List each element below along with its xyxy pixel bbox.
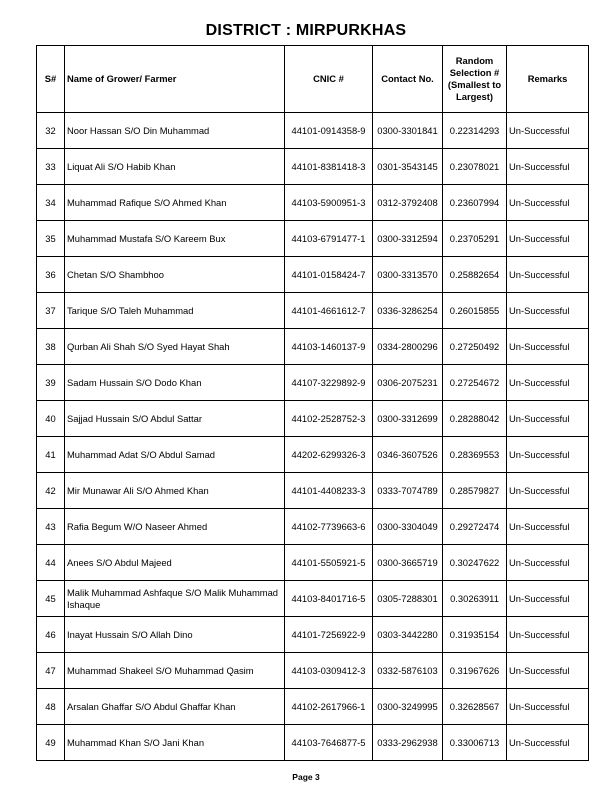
cell-random: 0.23607994 — [443, 185, 507, 221]
cell-cnic: 44103-5900951-3 — [285, 185, 373, 221]
cell-name: Inayat Hussain S/O Allah Dino — [65, 617, 285, 653]
cell-name: Rafia Begum W/O Naseer Ahmed — [65, 509, 285, 545]
cell-random: 0.28369553 — [443, 437, 507, 473]
cell-sn: 49 — [37, 725, 65, 761]
cell-random: 0.28579827 — [443, 473, 507, 509]
table-row — [37, 293, 589, 329]
header-sn: S# — [37, 46, 65, 113]
cell-random: 0.28288042 — [443, 401, 507, 437]
table-row — [37, 113, 589, 149]
cell-cnic: 44103-1460137-9 — [285, 329, 373, 365]
cell-cnic: 44101-5505921-5 — [285, 545, 373, 581]
cell-sn: 39 — [37, 365, 65, 401]
cell-cnic: 44101-0914358-9 — [285, 113, 373, 149]
cell-name: Chetan S/O Shambhoo — [65, 257, 285, 293]
cell-contact: 0346-3607526 — [373, 437, 443, 473]
cell-contact: 0303-3442280 — [373, 617, 443, 653]
cell-remarks: Un-Successful — [507, 293, 589, 329]
cell-contact: 0300-3665719 — [373, 545, 443, 581]
table-row — [37, 329, 589, 365]
cell-remarks: Un-Successful — [507, 581, 589, 617]
header-random: Random Selection # (Smallest to Largest) — [443, 46, 507, 113]
cell-remarks: Un-Successful — [507, 437, 589, 473]
cell-random: 0.31967626 — [443, 653, 507, 689]
cell-random: 0.23078021 — [443, 149, 507, 185]
cell-contact: 0312-3792408 — [373, 185, 443, 221]
table-row — [37, 545, 589, 581]
cell-sn: 37 — [37, 293, 65, 329]
table-row — [37, 473, 589, 509]
cell-name: Malik Muhammad Ashfaque S/O Malik Muhammad Ishaque — [65, 581, 285, 617]
cell-random: 0.27250492 — [443, 329, 507, 365]
header-contact: Contact No. — [373, 46, 443, 113]
cell-remarks: Un-Successful — [507, 329, 589, 365]
cell-remarks: Un-Successful — [507, 221, 589, 257]
table-row — [37, 509, 589, 545]
cell-cnic: 44102-2528752-3 — [285, 401, 373, 437]
cell-cnic: 44101-4661612-7 — [285, 293, 373, 329]
cell-name: Muhammad Adat S/O Abdul Samad — [65, 437, 285, 473]
cell-name: Muhammad Rafique S/O Ahmed Khan — [65, 185, 285, 221]
table-row — [37, 437, 589, 473]
cell-name: Sadam Hussain S/O Dodo Khan — [65, 365, 285, 401]
growers-table — [36, 45, 589, 761]
cell-name: Tarique S/O Taleh Muhammad — [65, 293, 285, 329]
table-header-row — [37, 46, 589, 113]
cell-name: Liquat Ali S/O Habib Khan — [65, 149, 285, 185]
cell-name: Anees S/O Abdul Majeed — [65, 545, 285, 581]
header-name: Name of Grower/ Farmer — [65, 46, 285, 113]
page-number: Page 3 — [292, 772, 320, 782]
cell-random: 0.26015855 — [443, 293, 507, 329]
cell-sn: 32 — [37, 113, 65, 149]
cell-sn: 33 — [37, 149, 65, 185]
cell-random: 0.30247622 — [443, 545, 507, 581]
cell-random: 0.23705291 — [443, 221, 507, 257]
cell-name: Sajjad Hussain S/O Abdul Sattar — [65, 401, 285, 437]
cell-contact: 0301-3543145 — [373, 149, 443, 185]
cell-random: 0.22314293 — [443, 113, 507, 149]
header-remarks: Remarks — [507, 46, 589, 113]
table-row — [37, 365, 589, 401]
cell-contact: 0333-7074789 — [373, 473, 443, 509]
page-title: DISTRICT : MIRPURKHAS — [205, 22, 407, 39]
table-row — [37, 653, 589, 689]
cell-cnic: 44103-8401716-5 — [285, 581, 373, 617]
cell-cnic: 44107-3229892-9 — [285, 365, 373, 401]
cell-name: Muhammad Shakeel S/O Muhammad Qasim — [65, 653, 285, 689]
cell-sn: 43 — [37, 509, 65, 545]
cell-random: 0.30263911 — [443, 581, 507, 617]
cell-contact: 0300-3313570 — [373, 257, 443, 293]
cell-contact: 0300-3304049 — [373, 509, 443, 545]
cell-sn: 46 — [37, 617, 65, 653]
cell-sn: 35 — [37, 221, 65, 257]
cell-contact: 0300-3312699 — [373, 401, 443, 437]
cell-name: Mir Munawar Ali S/O Ahmed Khan — [65, 473, 285, 509]
table-row — [37, 149, 589, 185]
cell-sn: 42 — [37, 473, 65, 509]
table-row — [37, 581, 589, 617]
table-row — [37, 185, 589, 221]
cell-name: Noor Hassan S/O Din Muhammad — [65, 113, 285, 149]
cell-remarks: Un-Successful — [507, 473, 589, 509]
cell-cnic: 44101-8381418-3 — [285, 149, 373, 185]
cell-sn: 40 — [37, 401, 65, 437]
header-cnic: CNIC # — [285, 46, 373, 113]
cell-cnic: 44103-0309412-3 — [285, 653, 373, 689]
cell-cnic: 44103-6791477-1 — [285, 221, 373, 257]
cell-random: 0.33006713 — [443, 725, 507, 761]
cell-remarks: Un-Successful — [507, 689, 589, 725]
cell-sn: 34 — [37, 185, 65, 221]
cell-cnic: 44202-6299326-3 — [285, 437, 373, 473]
cell-sn: 48 — [37, 689, 65, 725]
table-row — [37, 401, 589, 437]
cell-cnic: 44101-4408233-3 — [285, 473, 373, 509]
table-body — [37, 113, 589, 761]
cell-name: Muhammad Mustafa S/O Kareem Bux — [65, 221, 285, 257]
cell-sn: 45 — [37, 581, 65, 617]
cell-contact: 0336-3286254 — [373, 293, 443, 329]
table-row — [37, 617, 589, 653]
cell-remarks: Un-Successful — [507, 149, 589, 185]
cell-remarks: Un-Successful — [507, 617, 589, 653]
cell-contact: 0305-7288301 — [373, 581, 443, 617]
cell-sn: 41 — [37, 437, 65, 473]
cell-random: 0.32628567 — [443, 689, 507, 725]
cell-contact: 0334-2800296 — [373, 329, 443, 365]
cell-name: Qurban Ali Shah S/O Syed Hayat Shah — [65, 329, 285, 365]
cell-sn: 44 — [37, 545, 65, 581]
cell-cnic: 44102-2617966-1 — [285, 689, 373, 725]
cell-sn: 38 — [37, 329, 65, 365]
cell-remarks: Un-Successful — [507, 401, 589, 437]
cell-contact: 0300-3301841 — [373, 113, 443, 149]
cell-random: 0.29272474 — [443, 509, 507, 545]
cell-random: 0.31935154 — [443, 617, 507, 653]
cell-contact: 0332-5876103 — [373, 653, 443, 689]
cell-remarks: Un-Successful — [507, 509, 589, 545]
cell-remarks: Un-Successful — [507, 545, 589, 581]
cell-sn: 47 — [37, 653, 65, 689]
cell-remarks: Un-Successful — [507, 365, 589, 401]
cell-remarks: Un-Successful — [507, 113, 589, 149]
cell-cnic: 44101-0158424-7 — [285, 257, 373, 293]
cell-contact: 0306-2075231 — [373, 365, 443, 401]
cell-contact: 0333-2962938 — [373, 725, 443, 761]
table-row — [37, 257, 589, 293]
cell-name: Muhammad Khan S/O Jani Khan — [65, 725, 285, 761]
cell-sn: 36 — [37, 257, 65, 293]
cell-cnic: 44101-7256922-9 — [285, 617, 373, 653]
cell-remarks: Un-Successful — [507, 185, 589, 221]
table-row — [37, 689, 589, 725]
cell-remarks: Un-Successful — [507, 653, 589, 689]
cell-random: 0.27254672 — [443, 365, 507, 401]
cell-contact: 0300-3312594 — [373, 221, 443, 257]
cell-cnic: 44102-7739663-6 — [285, 509, 373, 545]
cell-contact: 0300-3249995 — [373, 689, 443, 725]
cell-name: Arsalan Ghaffar S/O Abdul Ghaffar Khan — [65, 689, 285, 725]
cell-random: 0.25882654 — [443, 257, 507, 293]
cell-cnic: 44103-7646877-5 — [285, 725, 373, 761]
table-row — [37, 221, 589, 257]
cell-remarks: Un-Successful — [507, 725, 589, 761]
cell-remarks: Un-Successful — [507, 257, 589, 293]
table-row — [37, 725, 589, 761]
